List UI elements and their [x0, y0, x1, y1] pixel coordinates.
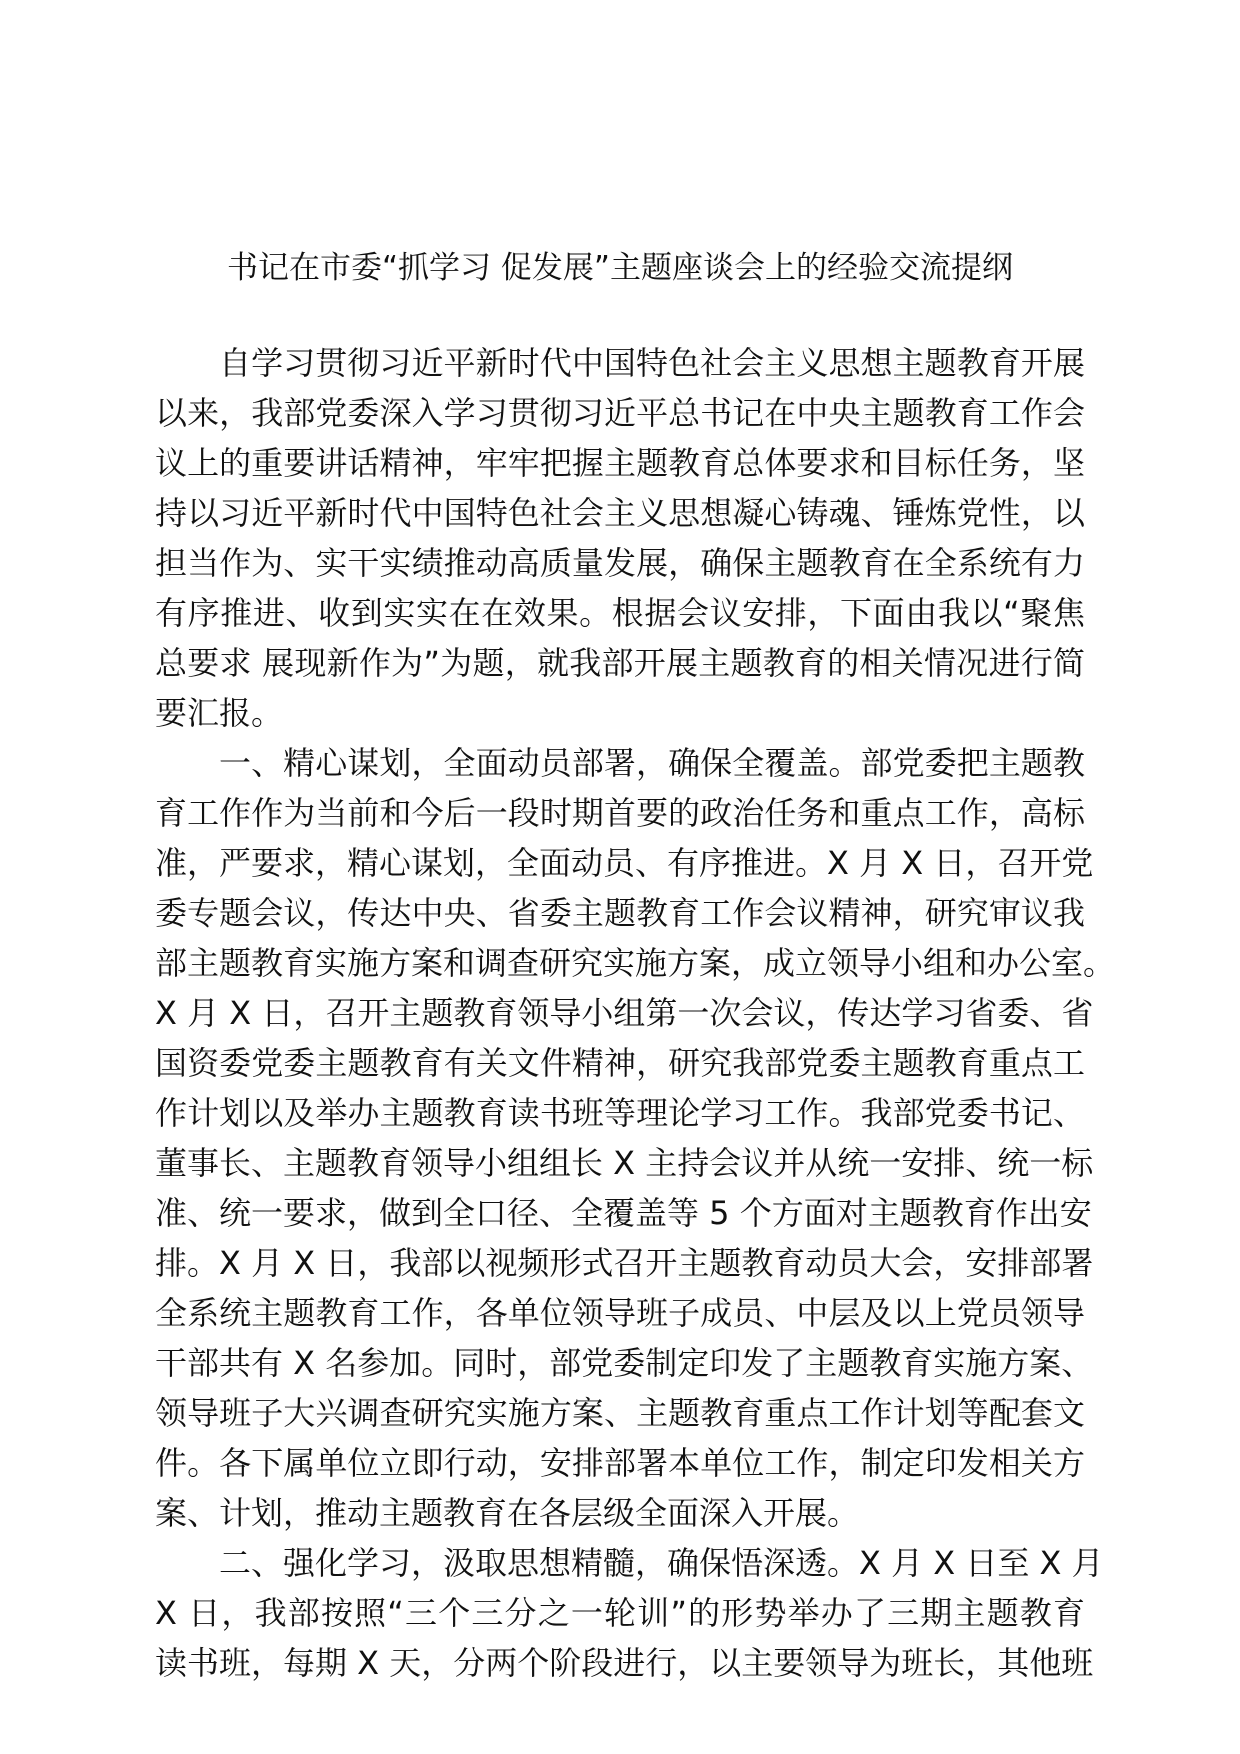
paragraph-1-line-2: 以来，我部党委深入学习贯彻习近平总书记在中央主题教育工作会 [155, 394, 1085, 432]
paragraph-3-line-3: 读书班，每期 X 天，分两个阶段进行，以主要领导为班长，其他班 [155, 1644, 1094, 1682]
paragraph-2-line-3: 准，严要求，精心谋划，全面动员、有序推进。X 月 X 日，召开党 [155, 844, 1094, 882]
paragraph-1-line-8: 要汇报。 [155, 694, 284, 732]
paragraph-2-line-5: 部主题教育实施方案和调查研究实施方案，成立领导小组和办公室。 [155, 944, 1116, 982]
paragraph-2-line-7: 国资委党委主题教育有关文件精神，研究我部党委主题教育重点工 [155, 1044, 1085, 1082]
paragraph-1-line-6: 有序推进、收到实实在在效果。根据会议安排，下面由我以“聚焦 [155, 594, 1085, 632]
paragraph-2-line-15: 件。各下属单位立即行动，安排部署本单位工作，制定印发相关方 [155, 1444, 1085, 1482]
paragraph-2-line-8: 作计划以及举办主题教育读书班等理论学习工作。我部党委书记、 [155, 1094, 1085, 1132]
paragraph-3-line-2: X 日，我部按照“三个三分之一轮训”的形势举办了三期主题教育 [155, 1594, 1085, 1632]
paragraph-2-line-4: 委专题会议，传达中央、省委主题教育工作会议精神，研究审议我 [155, 894, 1085, 932]
paragraph-1-line-7: 总要求 展现新作为”为题，就我部开展主题教育的相关情况进行简 [155, 644, 1085, 682]
paragraph-1-line-4: 持以习近平新时代中国特色社会主义思想凝心铸魂、锤炼党性，以 [155, 494, 1085, 532]
paragraph-1-line-1: 自学习贯彻习近平新时代中国特色社会主义思想主题教育开展 [219, 344, 1085, 382]
paragraph-2-line-10: 准、统一要求，做到全口径、全覆盖等 5 个方面对主题教育作出安 [155, 1194, 1092, 1232]
document-title: 书记在市委“抓学习 促发展”主题座谈会上的经验交流提纲 [227, 250, 1013, 286]
paragraph-2-line-16: 案、计划，推动主题教育在各层级全面深入开展。 [155, 1494, 860, 1532]
paragraph-2-line-14: 领导班子大兴调查研究实施方案、主题教育重点工作计划等配套文 [155, 1394, 1085, 1432]
paragraph-2-line-2: 育工作作为当前和今后一段时期首要的政治任务和重点工作，高标 [155, 794, 1085, 832]
paragraph-2-line-1: 一、精心谋划，全面动员部署，确保全覆盖。部党委把主题教 [219, 744, 1085, 782]
paragraph-2-line-6: X 月 X 日，召开主题教育领导小组第一次会议，传达学习省委、省 [155, 994, 1094, 1032]
paragraph-2-line-13: 干部共有 X 名参加。同时，部党委制定印发了主题教育实施方案、 [155, 1344, 1094, 1382]
paragraph-1-line-3: 议上的重要讲话精神，牢牢把握主题教育总体要求和目标任务，坚 [155, 444, 1085, 482]
paragraph-3-line-1: 二、强化学习，汲取思想精髓，确保悟深透。X 月 X 日至 X 月 [219, 1544, 1104, 1582]
paragraph-2-line-12: 全系统主题教育工作，各单位领导班子成员、中层及以上党员领导 [155, 1294, 1085, 1332]
paragraph-1-line-5: 担当作为、实干实绩推动高质量发展，确保主题教育在全系统有力 [155, 544, 1085, 582]
paragraph-2-line-9: 董事长、主题教育领导小组组长 X 主持会议并从统一安排、统一标 [155, 1144, 1094, 1182]
paragraph-2-line-11: 排。X 月 X 日，我部以视频形式召开主题教育动员大会，安排部署 [155, 1244, 1094, 1282]
document-body [155, 338, 1116, 1688]
